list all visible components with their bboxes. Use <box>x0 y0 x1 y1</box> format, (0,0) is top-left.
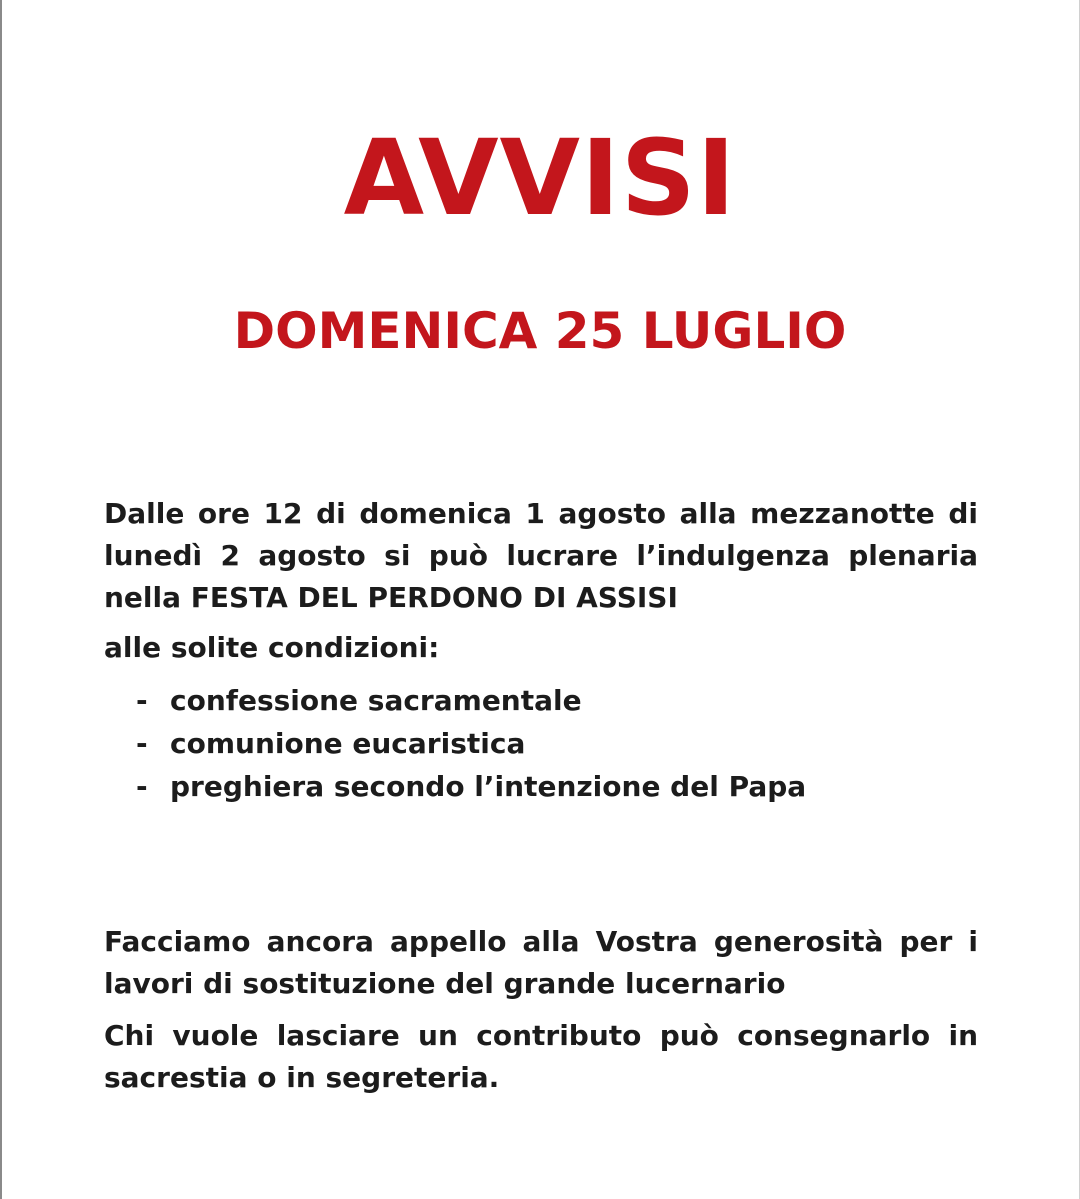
list-item-text: confessione sacramentale <box>170 684 582 717</box>
list-dash: - <box>136 684 148 717</box>
contribution-paragraph: Chi vuole lasciare un contributo può consegnarlo in sacrestia o in segreteria. <box>104 1019 978 1094</box>
conditions-intro: alle solite condizioni: <box>104 631 440 664</box>
list-dash: - <box>136 727 148 760</box>
date-subtitle: DOMENICA 25 LUGLIO <box>233 302 847 360</box>
appeal-paragraph: Facciamo ancora appello alla Vostra generosità per i lavori di sostituzione del grande lucernario <box>104 925 978 1000</box>
conditions-list <box>136 679 806 808</box>
list-item <box>136 722 806 765</box>
list-dash: - <box>136 770 148 803</box>
list-item-text: comunione eucaristica <box>170 727 526 760</box>
list-item-text: preghiera secondo l’intenzione del Papa <box>170 770 807 803</box>
list-item <box>136 765 806 808</box>
list-item <box>136 679 806 722</box>
indulgence-paragraph: Dalle ore 12 di domenica 1 agosto alla mezzanotte di lunedì 2 agosto si può lucrare l’indulgenza plenaria nella FESTA DEL PERDONO DI ASSISI <box>104 497 978 614</box>
page-title: AVVISI <box>343 117 737 239</box>
